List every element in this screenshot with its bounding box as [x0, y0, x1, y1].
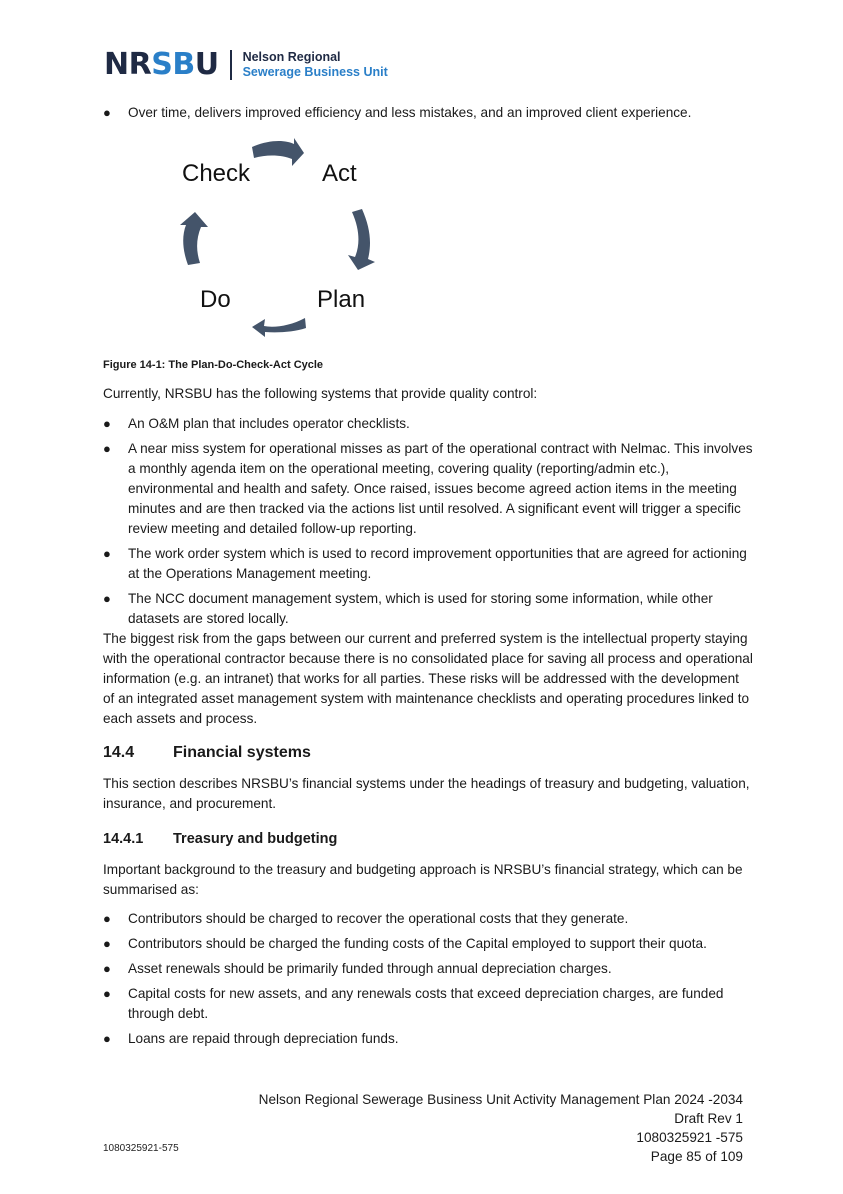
list-item: ● Contributors should be charged to recover the operational costs that they generate.: [103, 909, 753, 929]
section-number: 14.4: [103, 744, 135, 761]
section-title: Financial systems: [173, 744, 311, 761]
intro-paragraph: Currently, NRSBU has the following systems that provide quality control:: [103, 386, 538, 401]
pdca-plan-label: Plan: [317, 286, 366, 313]
page-footer: [259, 1090, 743, 1166]
bullet-icon: ●: [103, 546, 111, 561]
arrow-check-to-act-icon: [252, 138, 304, 166]
list-item: ● Asset renewals should be primarily funded through annual depreciation charges.: [103, 959, 753, 979]
list-item: ● Loans are repaid through depreciation funds.: [103, 1029, 753, 1049]
list-item: ● Capital costs for new assets, and any renewals costs that exceed depreciation charges, are funded through debt.: [103, 986, 724, 1021]
pdca-check-label: Check: [182, 160, 251, 187]
list-item: ● A near miss system for operational misses as part of the operational contract with Nelmac. This involves a monthly agenda item on the operational meeting, covering quality (reporting/admin etc.), environmental and health and safety. Once raised, issues become agreed action items in the meeting minutes and are then tracked via the actions list until resolved. A significant event will trigger a specific review meeting and detailed follow-up reporting.: [103, 441, 753, 536]
treasury-paragraph: Important background to the treasury and budgeting approach is NRSBU’s financial strategy, which can be summarised as:: [103, 862, 743, 897]
pdca-do-label: Do: [200, 286, 231, 313]
list-item: ● The work order system which is used to record improvement opportunities that are agreed for actioning at the Operations Management meeting.: [103, 546, 747, 581]
list-item: ● Over time, delivers improved efficiency and less mistakes, and an improved client experience.: [103, 103, 753, 123]
footer-title: Nelson Regional Sewerage Business Unit Activity Management Plan 2024 -2034: [258, 1092, 743, 1107]
logo-line-1: Nelson Regional: [242, 50, 341, 64]
section-heading-14-4: [103, 744, 753, 762]
bullet-icon: ●: [103, 911, 111, 926]
bullet-icon: ●: [103, 961, 111, 976]
bullet-icon: ●: [103, 986, 111, 1001]
arrow-plan-to-do-icon: [252, 318, 306, 337]
page-number: Page 85 of 109: [650, 1149, 743, 1164]
quality-bullet-list: [103, 414, 753, 634]
list-item: ● An O&M plan that includes operator checklists.: [103, 414, 753, 434]
risk-paragraph: The biggest risk from the gaps between our current and preferred system is the intellectual property staying with the operational contractor because there is no consolidated place for saving all process and operational information (e.g. an intranet) that works for all parties. These risks will be addressed with the development of an integrated asset management system with maintenance checklists and operating procedures linked to each assets and process.: [103, 631, 753, 726]
top-bullet-list: [103, 103, 753, 128]
nrsbu-logo: [104, 47, 388, 82]
pdca-act-label: Act: [322, 160, 357, 187]
pdca-diagram: [170, 135, 400, 350]
bullet-icon: ●: [103, 1031, 111, 1046]
arrow-act-to-plan-icon: [348, 209, 375, 270]
bullet-icon: ●: [103, 591, 111, 606]
logo-text: [243, 50, 388, 80]
list-item: ● The NCC document management system, which is used for storing some information, while other datasets are stored locally.: [103, 591, 713, 626]
footer-doc-number: 1080325921 -575: [636, 1130, 743, 1145]
bullet-icon: ●: [103, 416, 111, 431]
bullet-icon: ●: [103, 441, 111, 456]
section-14-4-paragraph: This section describes NRSBU’s financial systems under the headings of treasury and budgeting, valuation, insurance, and procurement.: [103, 776, 750, 811]
arrow-do-to-check-icon: [180, 212, 208, 265]
figure-caption: Figure 14-1: The Plan-Do-Check-Act Cycle: [103, 359, 324, 371]
section-number: 14.4.1: [103, 831, 144, 847]
footer-doc-ref: 1080325921-575: [103, 1143, 179, 1154]
section-heading-14-4-1: [103, 831, 753, 847]
logo-line-2: Sewerage Business Unit: [242, 65, 388, 79]
footer-revision: Draft Rev 1: [674, 1111, 743, 1126]
logo-divider: [230, 50, 232, 80]
logo-wordmark: NRSBU: [104, 47, 219, 82]
bullet-icon: ●: [103, 936, 111, 951]
bullet-icon: ●: [103, 105, 111, 120]
section-title: Treasury and budgeting: [173, 831, 338, 847]
treasury-bullet-list: [103, 909, 753, 1054]
list-item: ● Contributors should be charged the funding costs of the Capital employed to support their quota.: [103, 934, 753, 954]
